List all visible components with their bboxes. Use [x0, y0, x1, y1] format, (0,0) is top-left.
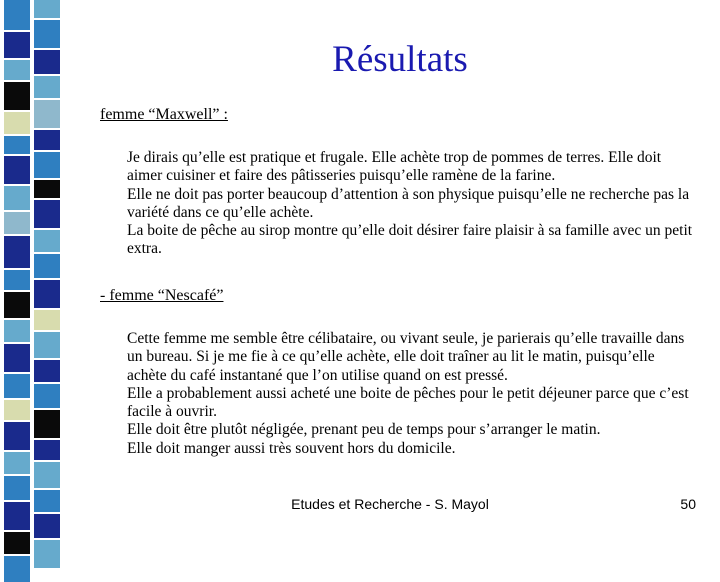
stripe-tile — [4, 136, 30, 154]
stripe-tile — [4, 556, 30, 582]
stripe-tile — [4, 400, 30, 420]
stripe-tile — [4, 82, 30, 110]
stripe-tile — [34, 76, 60, 98]
stripe-tile — [4, 476, 30, 500]
stripe-tile — [4, 344, 30, 372]
stripe-tile — [34, 50, 60, 74]
stripe-tile — [34, 332, 60, 358]
stripe-tile — [34, 280, 60, 308]
stripe-tile — [34, 254, 60, 278]
stripe-tile — [4, 32, 30, 58]
stripe-tile — [34, 100, 60, 128]
stripe-tile — [4, 60, 30, 80]
stripe-tile — [4, 156, 30, 184]
stripe-tile — [34, 462, 60, 488]
paragraph: Cette femme me semble être célibataire, ou vivant seule, je parierais qu’elle travaille dans un bureau. Si je me fie à ce qu’elle achète, elle doit traîner au lit le matin, puisqu’elle achète du café instantané que l’on utilise quand on est pressé. — [127, 330, 685, 384]
stripe-tile — [34, 200, 60, 228]
stripe-tile — [34, 384, 60, 408]
stripe-tile — [4, 0, 30, 30]
paragraph: Elle doit être plutôt négligée, prenant peu de temps pour s’arranger le matin. — [127, 421, 601, 439]
stripe-tile — [4, 374, 30, 398]
stripe-tile — [4, 212, 30, 234]
paragraph: Elle a probablement aussi acheté une boite de pêches pour le petit déjeuner parce que c’est facile à ouvrir. — [127, 384, 689, 421]
stripe-tile — [34, 152, 60, 178]
footer-text: Etudes et Recherche - S. Mayol — [291, 496, 489, 512]
stripe-tile — [4, 186, 30, 210]
stripe-tile — [34, 514, 60, 538]
stripe-tile — [34, 180, 60, 198]
paragraph: Je dirais qu’elle est pratique et frugale. Elle achète trop de pommes de terres. Elle doit aimer cuisiner et faire des pâtisseries puisqu’elle ramène de la farine. — [127, 149, 662, 185]
stripe-tile — [34, 440, 60, 460]
decorative-stripe — [0, 0, 66, 540]
stripe-tile — [4, 270, 30, 290]
paragraph: Elle doit manger aussi très souvent hors du domicile. — [127, 439, 456, 457]
page-number: 50 — [680, 496, 696, 512]
section-heading-maxwell: femme “Maxwell” : — [100, 106, 228, 123]
stripe-tile — [4, 452, 30, 474]
stripe-tile — [34, 490, 60, 512]
stripe-tile — [4, 236, 30, 268]
slide-title: Résultats — [332, 39, 468, 80]
stripe-tile — [34, 360, 60, 382]
section-body-maxwell — [127, 149, 697, 259]
section-heading-nescafe: - femme “Nescafé” — [100, 287, 224, 304]
stripe-tile — [4, 532, 30, 554]
stripe-tile — [34, 310, 60, 330]
stripe-tile — [34, 230, 60, 252]
stripe-tile — [4, 112, 30, 134]
stripe-tile — [34, 410, 60, 438]
paragraph: Elle ne doit pas porter beaucoup d’attention à son physique puisqu’elle ne recherche pas la variété dans ce qu’elle achète. — [127, 185, 690, 221]
section-body-nescafe — [127, 330, 697, 458]
paragraph: La boite de pêche au sirop montre qu’elle doit désirer faire plaisir à sa famille avec un petit extra. — [127, 222, 693, 258]
stripe-tile — [4, 422, 30, 450]
stripe-tile — [4, 320, 30, 342]
stripe-tile — [4, 502, 30, 530]
stripe-tile — [34, 130, 60, 150]
stripe-tile — [34, 0, 60, 18]
stripe-tile — [34, 540, 60, 568]
stripe-tile — [4, 292, 30, 318]
stripe-tile — [34, 20, 60, 48]
